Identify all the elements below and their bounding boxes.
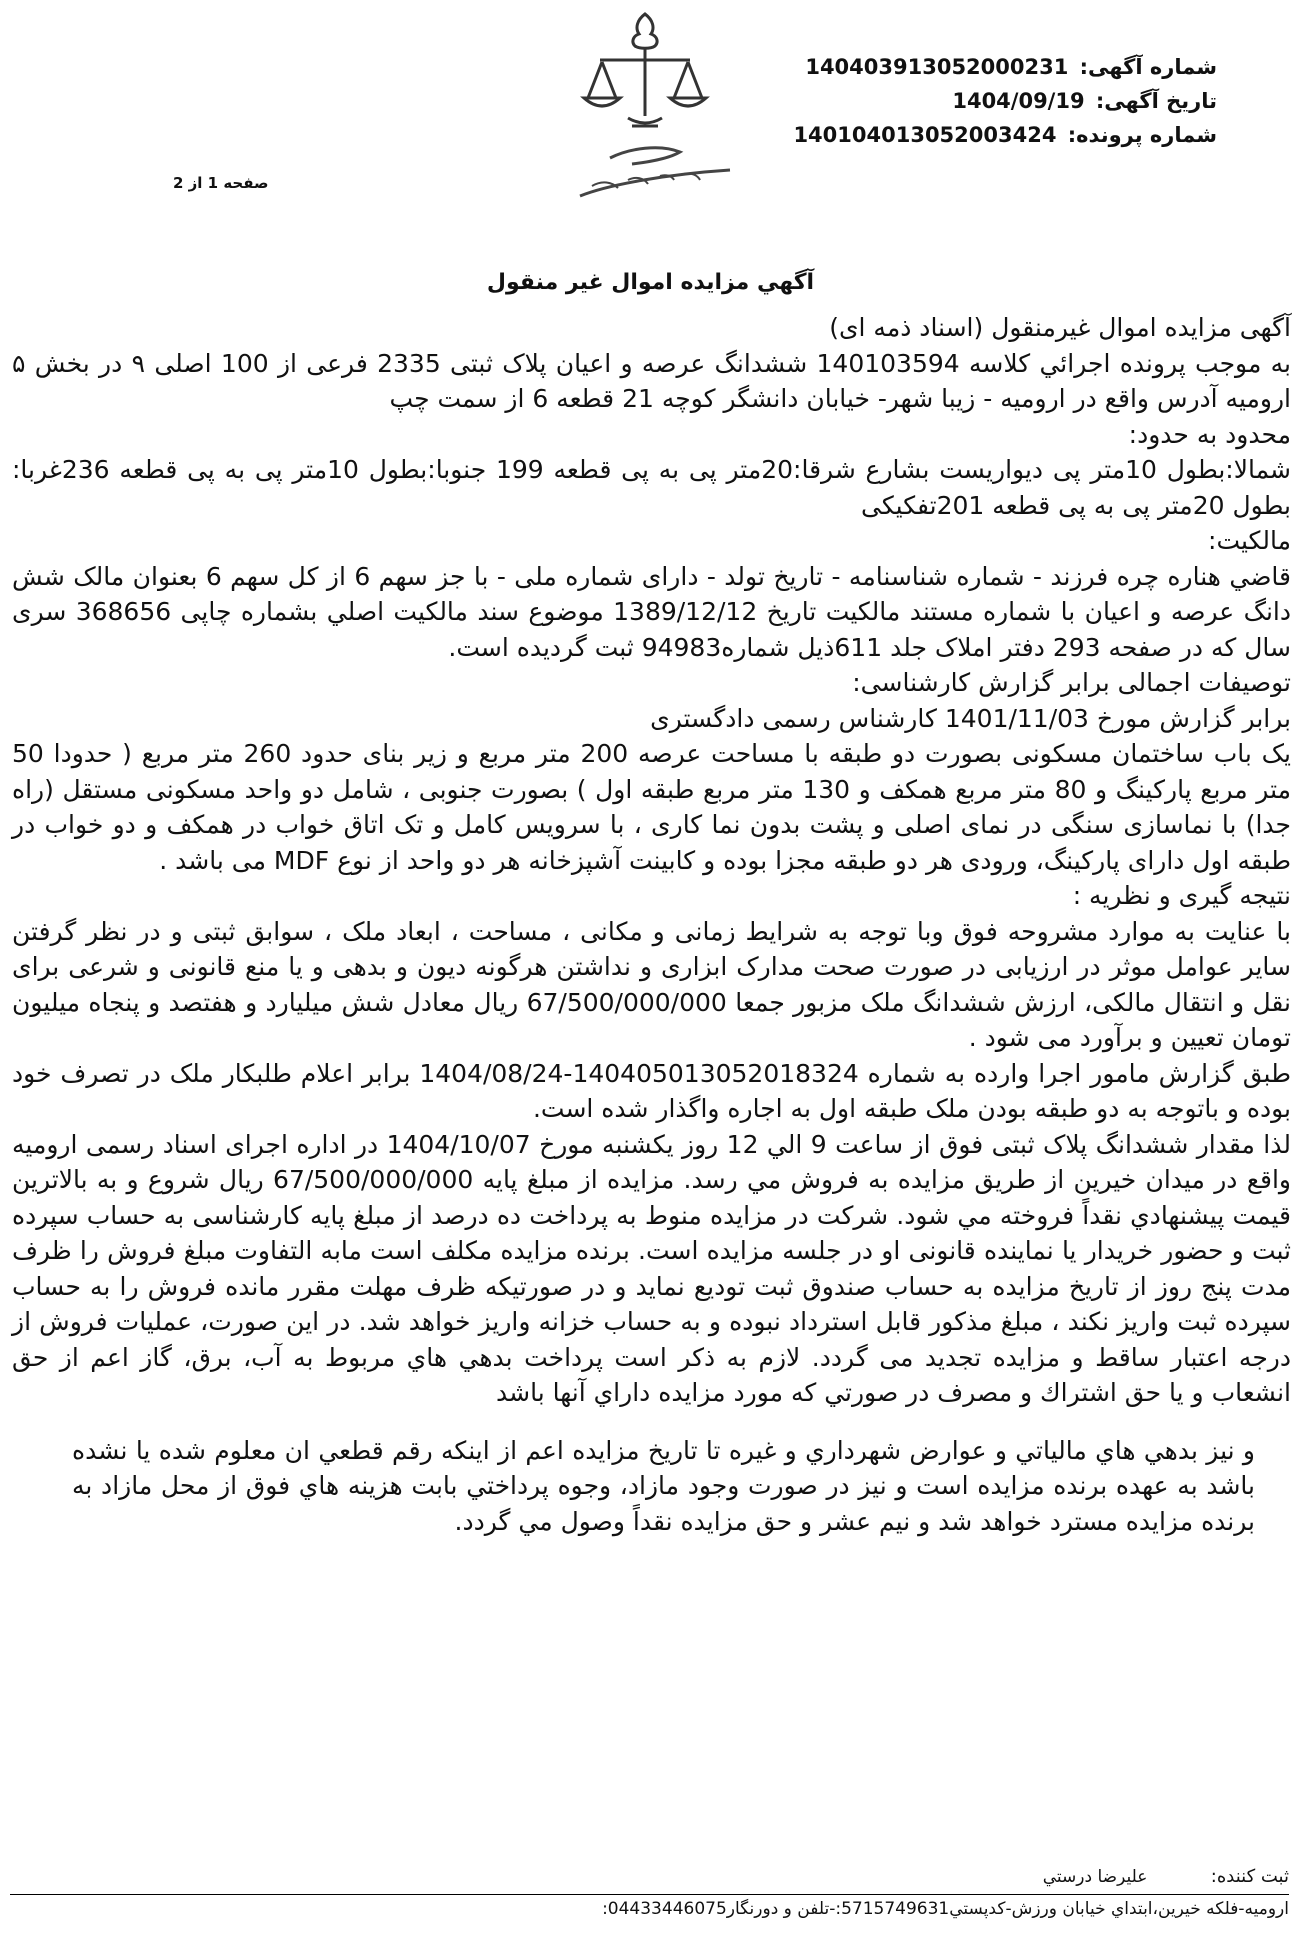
paragraph-6: توصیفات اجمالی برابر گزارش کارشناسی: (852, 668, 1291, 697)
paragraph-9: نتیجه گیری و نظریه : (1072, 881, 1291, 910)
paragraph-11: طبق گزارش مامور اجرا وارده به شماره 140405013052018324-1404/08/24 برابر اعلام طلبکار ملک در تصرف خود بوده و باتوجه به دو طبقه بودن ملک طبقه اول به اجاره واگذار شده است. (12, 1058, 1291, 1123)
paragraph-7: برابر گزارش مورخ 1401/11/03 کارشناس رسمی دادگستری (650, 703, 1291, 733)
paragraph-2: محدود به حدود: (1128, 419, 1291, 449)
paragraph-4: مالکیت: (1208, 526, 1291, 555)
paragraph-3: شمالا:بطول 10متر پی دیواریست بشارع شرقا:20متر پی به پی قطعه 199 جنوبا:بطول 10متر پی به پی قطعه 236غربا: بطول 20متر پی به پی قطعه 201تفکیکی (12, 455, 1291, 520)
notice-number-label: شماره آگهی: (1079, 55, 1217, 79)
closing-paragraph: و نیز بدهي هاي مالياتي و عوارض شهرداري و غيره تا تاريخ مزايده اعم از اينكه رقم قطعي ان معلوم شده يا نشده باشد به عهده برنده مزايده است و نيز در صورت وجود مازاد، وجوه پرداختي بابت هزينه هاي فوق از محل مازاد به برنده مزايده مسترد خواهد شد و نيم عشر و حق مزايده نقداً وصول مي گردد. (72, 1435, 1255, 1536)
office-address: ارومیه-فلکه خیرین،ابتداي خيابان ورزش-كدپستي5715749631:-تلفن و دورنگار04433446075: (602, 1899, 1289, 1919)
notice-date-label: تاریخ آگهی: (1095, 89, 1217, 113)
signer-name: علیرضا درستي (1042, 1867, 1148, 1887)
notice-date-row (793, 84, 1217, 118)
signer-label: ثبت کننده: (1210, 1866, 1289, 1887)
notice-number: 140403913052000231 (805, 55, 1069, 79)
case-number: 140104013052003424 (793, 123, 1057, 147)
document-footer (10, 1864, 1289, 1923)
case-number-label: شماره پرونده: (1067, 123, 1217, 147)
paragraph-8: یک باب ساختمان مسکونی بصورت دو طبقه با مساحت عرصه 200 متر مربع و زیر بنای حدود 260 متر مربع ( حدودا 50 متر مربع پارکینگ و 80 متر مربع همکف و 130 متر مربع طبقه اول ) بصورت جنوبی ، شامل دو واحد مسکونی مستقل (راه جدا) با نماسازی سنگی در نمای اصلی و پشت بدون نما کاری ، با سرویس کامل و تک اتاق خواب در همکف و دو خواب در طبقه اول دارای پارکینگ، ورودی هر دو طبقه مجزا بوده و کابینت آشپزخانه هر دو واحد از نوع MDF می باشد . (12, 739, 1292, 875)
page-indicator: صفحه 1 از 2 (173, 174, 269, 192)
paragraph-5: قاضي هناره چره فرزند - شماره شناسنامه - تاریخ تولد - دارای شماره ملی - با جز سهم 6 از کل سهم 6 بعنوان مالک شش دانگ عرصه و اعیان با شماره مستند مالکیت تاریخ 1389/12/12 موضوع سند مالکیت اصلي بشماره چاپی 368656 سری سال که در صفحه 293 دفتر املاک جلد 611ذیل شماره94983 ثبت گردیده است. (12, 561, 1291, 662)
notice-number-row (793, 50, 1217, 84)
paragraph-1: به موجب پرونده اجرائي كلاسه 140103594 ششدانگ عرصه و اعيان پلاک ثبتی 2335 فرعی از 100 اصلی ۹ در بخش ۵ ارومیه آدرس واقع در ارومیه - زیبا شهر- خیابان دانشگر کوچه 21 قطعه 6 از سمت چپ (12, 348, 1292, 413)
paragraph-10: با عنایت به موارد مشروحه فوق وبا توجه به شرایط زمانی و مکانی ، مساحت ، ابعاد ملک ، سوابق ثبتی و در نظر گرفتن سایر عوامل موثر در ارزیابی در صورت صحت مدارک ابزاری و نداشتن هرگونه دیون و بدهی و یا منع قانونی و شرعی برای نقل و انتقال مالکی، ارزش ششدانگ ملک مزبور جمعا 67/500/000/000 ریال معادل شش میلیارد و هفتصد و پنجاه میلیون تومان تعیین و برآورد می شود . (12, 916, 1291, 1052)
case-number-row (793, 118, 1217, 152)
paragraph-12: لذا مقدار ششدانگ پلاک ثبتی فوق از ساعت 9 الي 12 روز یکشنبه مورخ 1404/10/07 در اداره اجرای اسناد رسمی ارومیه واقع در میدان خیرین از طريق مزايده به فروش مي رسد. مزايده از مبلغ پايه 67/500/000/000 ريال شروع و به بالاترين قيمت پيشنهادي نقداً فروخته مي شود. شرکت در مزایده منوط به پرداخت ده درصد از مبلغ پایه کارشناسی به حساب سپرده ثبت و حضور خریدار یا نماینده قانونی او در جلسه مزایده است. برنده مزایده مکلف است مابه التفاوت مبلغ فروش را ظرف مدت پنج روز از تاریخ مزایده به حساب صندوق ثبت تودیع نماید و در صورتیکه ظرف مهلت مقرر مانده فروش را به حساب سپرده ثبت واریز نکند ، مبلغ مذکور قابل استرداد نبوده و به حساب خزانه واریز خواهد شد. در این صورت، عملیات فروش از درجه اعتبار ساقط و مزایده تجدید می گردد. لازم به ذکر است پرداخت بدهي هاي مربوط به آب، برق، گاز اعم از حق انشعاب و يا حق اشتراك و مصرف در صورتي كه مورد مزايده داراي آنها باشد (12, 1129, 1291, 1407)
document-body (12, 310, 1291, 1539)
notice-date: 1404/09/19 (952, 89, 1085, 113)
notice-meta (793, 50, 1217, 152)
judiciary-emblem-logo (540, 8, 750, 208)
signer-row (10, 1864, 1289, 1890)
document-title: آگهي مزايده اموال غير منقول (486, 270, 815, 295)
paragraph-0: آگهی مزایده اموال غیرمنقول (اسناد ذمه ای) (829, 313, 1291, 342)
